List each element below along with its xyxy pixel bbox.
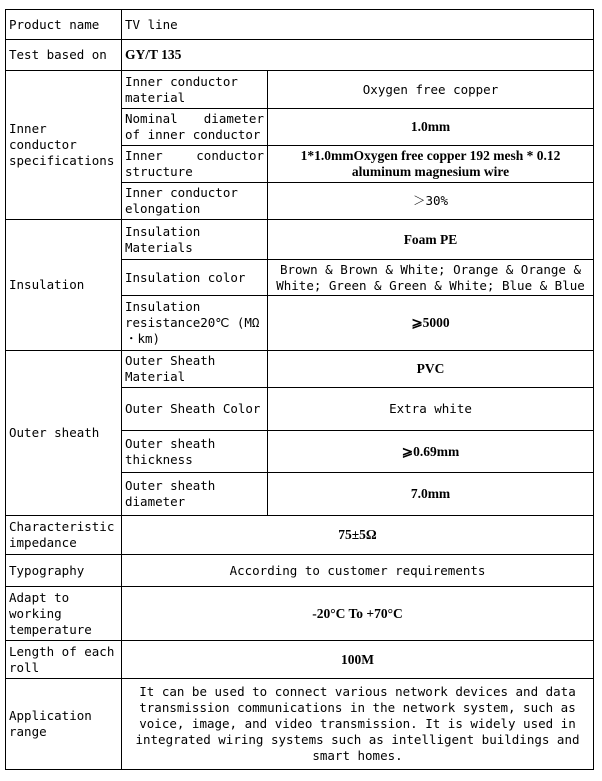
label-insulation-materials: Insulation Materials	[122, 220, 268, 260]
row-application	[6, 679, 594, 770]
group-inner-conductor: Inner conductor specifications	[6, 71, 122, 220]
value-inner-conductor-structure: 1*1.0mmOxygen free copper 192 mesh * 0.12 aluminum magnesium wire	[268, 146, 594, 183]
group-insulation: Insulation	[6, 220, 122, 351]
label-test-based-on: Test based on	[6, 40, 122, 71]
label-typography: Typography	[6, 555, 122, 587]
value-application: It can be used to connect various network devices and data transmission communications in the network system, such as voice, image, and video transmission. It is widely used in integrated wiring systems such as intelligent buildings and smart homes.	[122, 679, 594, 770]
row-roll-length	[6, 641, 594, 679]
value-outer-sheath-thickness: ⩾0.69mm	[268, 431, 594, 473]
value-outer-sheath-diameter: 7.0mm	[268, 473, 594, 516]
value-nominal-diameter: 1.0mm	[268, 109, 594, 146]
label-nominal-diameter: Nominal diameter of inner conductor	[122, 109, 268, 146]
value-roll-length: 100M	[122, 641, 594, 679]
value-insulation-color: Brown & Brown & White; Orange & Orange & White; Green & Green & White; Blue & Blue	[268, 260, 594, 296]
label-roll-length: Length of each roll	[6, 641, 122, 679]
group-outer-sheath: Outer sheath	[6, 351, 122, 516]
label-outer-sheath-thickness: Outer sheath thickness	[122, 431, 268, 473]
label-insulation-color: Insulation color	[122, 260, 268, 296]
value-impedance: 75±5Ω	[122, 516, 594, 555]
label-inner-conductor-elongation: Inner conductor elongation	[122, 183, 268, 220]
label-application: Application range	[6, 679, 122, 770]
spec-table	[5, 9, 594, 770]
row-inner-conductor-material	[6, 71, 594, 109]
row-outer-sheath-material	[6, 351, 594, 388]
label-outer-sheath-color: Outer Sheath Color	[122, 388, 268, 431]
row-insulation-materials	[6, 220, 594, 260]
label-outer-sheath-diameter: Outer sheath diameter	[122, 473, 268, 516]
value-outer-sheath-color: Extra white	[268, 388, 594, 431]
value-working-temperature: -20°C To +70°C	[122, 587, 594, 641]
value-inner-conductor-elongation: ＞30%	[268, 183, 594, 220]
label-outer-sheath-material: Outer Sheath Material	[122, 351, 268, 388]
value-insulation-resistance: ⩾5000	[268, 296, 594, 351]
value-outer-sheath-material: PVC	[268, 351, 594, 388]
label-inner-conductor-structure: Inner conductor structure	[122, 146, 268, 183]
value-test-based-on: GY/T 135	[122, 40, 594, 71]
label-insulation-resistance: Insulation resistance20℃ (MΩ ・km)	[122, 296, 268, 351]
row-impedance	[6, 516, 594, 555]
row-product-name	[6, 10, 594, 40]
label-inner-conductor-material: Inner conductor material	[122, 71, 268, 109]
row-test-based-on	[6, 40, 594, 71]
value-typography: According to customer requirements	[122, 555, 594, 587]
value-inner-conductor-material: Oxygen free copper	[268, 71, 594, 109]
value-insulation-materials: Foam PE	[268, 220, 594, 260]
label-impedance: Characteristic impedance	[6, 516, 122, 555]
label-product-name: Product name	[6, 10, 122, 40]
value-product-name: TV line	[122, 10, 594, 40]
row-typography	[6, 555, 594, 587]
label-working-temperature: Adapt to working temperature	[6, 587, 122, 641]
row-working-temperature	[6, 587, 594, 641]
